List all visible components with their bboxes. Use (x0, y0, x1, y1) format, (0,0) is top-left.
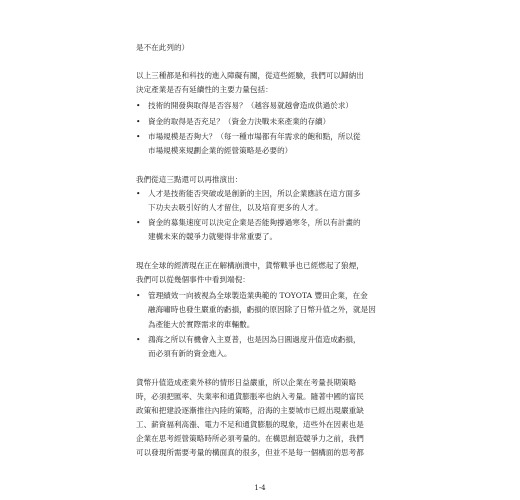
paragraph-line: 決定產業是否有延續性的主要力量包括： (136, 85, 273, 94)
paragraph-line: 政策和把建設逐漸推往內陸的策略，沿海的主要城市已經出現嚴重缺 (136, 406, 364, 415)
paragraph-line: 時，必須把匯率、失業率和通貨膨脹率也納入考量。隨著中國的富民 (136, 392, 364, 401)
bullet-text: 管理績效一向被視為全球製造業典範的 TOYOTA 豐田企業，在金 (148, 291, 368, 300)
bullet-item (136, 218, 361, 228)
paragraph-line: 是不在此列的） (136, 43, 190, 52)
bullet-item (136, 335, 361, 345)
bullet-continuation: 建構未來的競爭力就變得非常重要了。 (148, 232, 278, 241)
bullet-text: 市場規模是否夠大？（每一種市場都有年需求的飽和點，所以從 (148, 132, 361, 141)
paragraph-line: 工、薪資福利高漲、電力不足和通貨膨脹的現象，這些外在因素也是 (136, 420, 364, 429)
bullet-continuation: 為產能大於實際需求的車輛數。 (148, 320, 255, 329)
bullet-marker: • (136, 291, 141, 300)
bullet-text: 技術的開發與取得是否容易？（越容易就越會造成供過於求） (148, 101, 354, 110)
page-number: 1-4 (254, 484, 266, 492)
bullet-text: 鴻海之所以有機會入主夏普，也是因為日圓過度升值造成虧損， (148, 335, 361, 344)
bullet-item (136, 132, 361, 142)
bullet-text: 資金的募集速度可以決定企業是否能夠撐過寒冬，所以有計畫的 (148, 218, 361, 227)
bullet-continuation: 融海嘯時也發生嚴重的虧損，虧損的原因除了日幣升值之外，就是因 (148, 305, 376, 314)
bullet-text: 資金的取得是否充足？（資金力決戰未來產業的存續） (148, 117, 331, 126)
paragraph-line: 以上三種都是和科技的進入障礙有關，從這些經驗，我們可以歸納出 (136, 71, 364, 80)
bullet-continuation: 市場規模來規劃企業的經營策略是必要的） (148, 146, 293, 155)
bullet-marker: • (136, 132, 141, 141)
paragraph-line: 我們從這三點還可以再推演出： (136, 175, 243, 184)
bullet-item (136, 189, 361, 199)
bullet-marker: • (136, 218, 141, 227)
bullet-marker: • (136, 189, 141, 198)
bullet-continuation: 而必須有新的資金進入。 (148, 349, 232, 358)
paragraph-line: 可以發現所需要考量的構面真的很多，但並不是每一個構面的思考都 (136, 448, 364, 457)
paragraph-line: 企業在思考經營策略時所必須考量的。在構思創造競爭力之前，我們 (136, 434, 364, 443)
paragraph-line: 現在全球的經濟現在正在解構崩潰中，貨幣戰爭也已經燃起了狼煙， (136, 261, 364, 270)
paragraph-line: 我們可以從幾個事件中看到端倪： (136, 275, 250, 284)
bullet-marker: • (136, 117, 141, 126)
bullet-marker: • (136, 335, 141, 344)
bullet-continuation: 下功夫去吸引好的人才留住，以及培育更多的人才。 (148, 203, 323, 212)
bullet-marker: • (136, 101, 141, 110)
bullet-text: 人才是技術能否突破或是創新的主因，所以企業應該在這方面多 (148, 189, 361, 198)
bullet-item (136, 101, 353, 111)
bullet-item (136, 291, 368, 301)
paragraph-line: 貨幣升值造成產業外移的情形日益嚴重，所以企業在考量長期策略 (136, 378, 357, 387)
bullet-item (136, 117, 330, 127)
